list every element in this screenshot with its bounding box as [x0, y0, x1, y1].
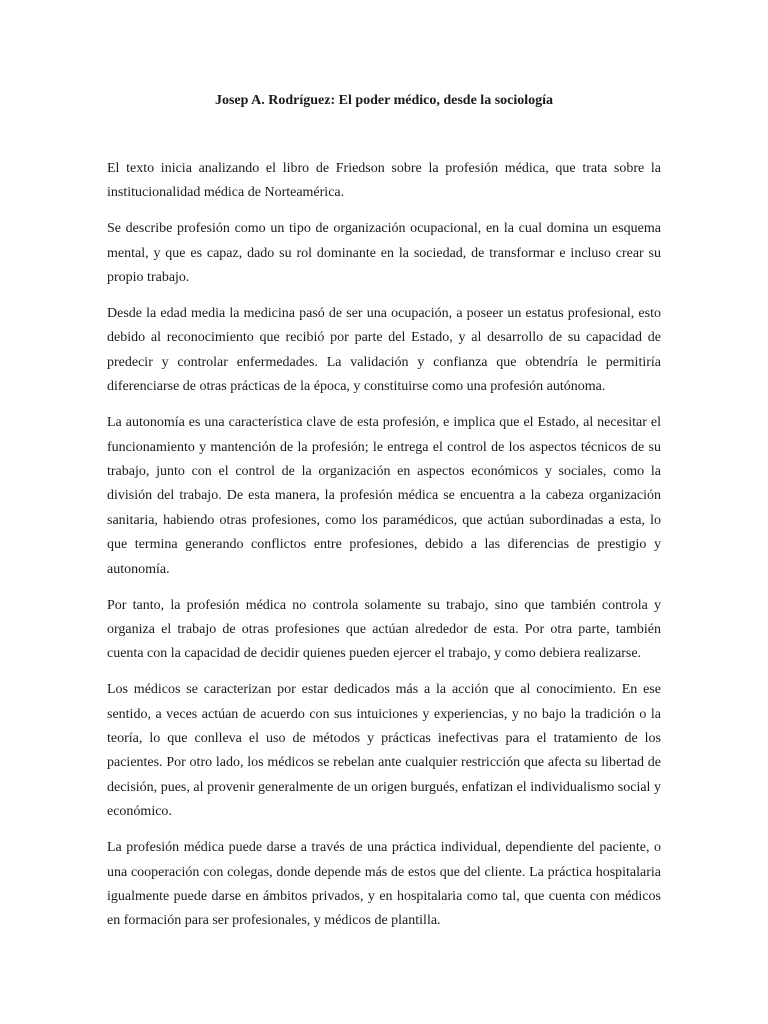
paragraph-1: El texto inicia analizando el libro de Friedson sobre la profesión médica, que trata sobre la institucionalidad médica de Norteamérica. — [107, 161, 661, 201]
paragraph-6: Los médicos se caracterizan por estar dedicados más a la acción que al conocimiento. En ese sentido, a veces actúan de acuerdo con sus intuiciones y experiencias, y no bajo la tradición o la teoría, lo que conlleva el uso de métodos y prácticas inefectivas para el tratamiento de los pacientes. Por otro lado, los médicos se rebelan ante cualquier restricción que afecta su libertad de decisión, pues, al provenir generalmente de un origen burgués, enfatizan el individualismo social y económico. — [107, 682, 661, 820]
document-title: Josep A. Rodríguez: El poder médico, desde la sociología — [214, 93, 554, 108]
paragraph-2: Se describe profesión como un tipo de organización ocupacional, en la cual domina un esquema mental, y que es capaz, dado su rol dominante en la sociedad, de transformar e incluso crear su propio trabajo. — [107, 221, 661, 286]
paragraph-7: La profesión médica puede darse a través de una práctica individual, dependiente del paciente, o una cooperación con colegas, donde depende más de estos que del cliente. La práctica hospitalaria igualmente puede darse en ámbitos privados, y en hospitalaria como tal, que cuenta con médicos en formación para ser profesionales, y médicos de plantilla. — [107, 840, 661, 929]
document-page — [107, 0, 661, 1024]
document-body — [107, 157, 661, 945]
paragraph-3: Desde la edad media la medicina pasó de ser una ocupación, a poseer un estatus profesional, esto debido al reconocimiento que recibió por parte del Estado, y al desarrollo de su capacidad de predecir y controlar enfermedades. La validación y confianza que obtendría le permitiría diferenciarse de otras prácticas de la época, y constituirse como una profesión autónoma. — [107, 306, 661, 395]
paragraph-4: La autonomía es una característica clave de esta profesión, e implica que el Estado, al necesitar el funcionamiento y mantención de la profesión; le entrega el control de los aspectos técnicos de su trabajo, junto con el control de la organización en aspectos económicos y sociales, como la división del trabajo. De esta manera, la profesión médica se encuentra a la cabeza organización sanitaria, habiendo otras profesiones, como los paramédicos, que actúan subordinadas a esta, lo que termina generando conflictos entre profesiones, debido a las diferencias de prestigio y autonomía. — [107, 415, 661, 577]
paragraph-5: Por tanto, la profesión médica no controla solamente su trabajo, sino que también controla y organiza el trabajo de otras profesiones que actúan alrededor de esta. Por otra parte, también cuenta con la capacidad de decidir quienes pueden ejercer el trabajo, y como debiera realizarse. — [107, 597, 661, 662]
